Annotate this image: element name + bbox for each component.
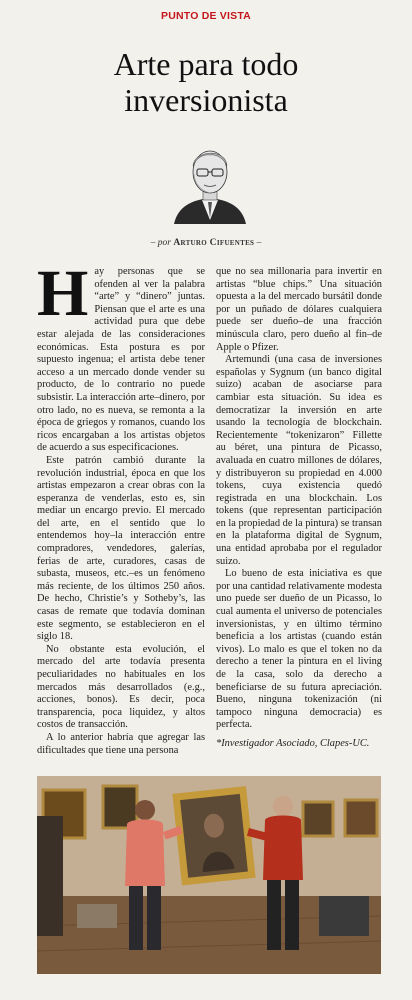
section-kicker: PUNTO DE VISTA [161, 10, 251, 22]
article-paragraph: Este patrón cambió durante la revolución industrial, época en que los artistas empezaron a crear obras con la esperanza de venderlas, esto es, sin mediar un encargo previo. El mercado del arte, en el sentido que lo entendemos hoy–la interacción entre compradores, vendedores, galerías, ferias de arte, curadores, casas de subasta, museos, etc.–es un fenómeno más reciente, de los últimos 250 años. De hecho, Christie’s y Sotheby’s, las casas de remate que todavía dominan este segmento, se establecieron en el siglo 18. [37, 454, 205, 643]
byline [0, 238, 412, 248]
byline-prefix: – por [150, 238, 174, 248]
author-portrait-illustration [170, 140, 250, 224]
article-column-right [216, 266, 382, 751]
article-paragraph: No obstante esta evolución, el mercado del arte todavía presenta peculiaridades no habituales en los mercados más desarrollados (e.g., acciones, bonos). Es decir, poca transparencia, poca liquidez, y altos costos de transacción. [37, 643, 205, 731]
headline-line-2: inversionista [124, 82, 288, 118]
byline-suffix: – [254, 238, 262, 248]
author-footnote: *Investigador Asociado, Clapes-UC. [216, 737, 370, 749]
article-paragraph: Artemundi (una casa de inversiones españolas y Sygnum (un banco digital suizo) acaban de asociarse para cambiar esta situación. Su idea es democratizar la inversión en arte usando la tecnología de blockchain. Recientemente “tokenizaron” Fillette au béret, una pintura de Picasso, avaluada en cuatro millones de dólares, y distribuyeron su propiedad en 4.000 tokens, cuya existencia quedó registrada en una blockchain. Los tokens (que representan participación en la propiedad de la pintura) se transan en la plataforma digital de Sygnum, una entidad aprobaba por el regulador suizo. [216, 354, 382, 567]
article-paragraph: A lo anterior habría que agregar las dificultades que tiene una persona [37, 731, 205, 756]
article-paragraph: que no sea millonaria para invertir en artistas “blue chips.” Una situación opuesta a la del mercado bursátil donde por un puñado de dólares cualquiera puede ser dueño–de una fracción minúscula claro, pero dueño al fin–de Apple o Pfizer. [216, 266, 382, 353]
headline [0, 46, 412, 118]
gallery-photo [37, 776, 381, 974]
article-column-left [37, 257, 205, 757]
drop-cap: H [37, 257, 89, 330]
author-name: Arturo Cifuentes [173, 238, 255, 248]
article-paragraph: Hay personas que se ofenden al ver la palabra “arte” y “dinero” juntas. Piensan que el arte es una actividad pura que debe estar alejada de las consideraciones económicas. Esta postura es por supuesto ingenua; el artista debe tener acceso a un mercado donde vender su producto, de lo contrario no puede subsistir. La interacción arte–dinero, por otro lado, no es nueva, se remonta a la época de griegos y romanos, cuando los ricos encargaban a los artistas objetos de acuerdo a sus especificaciones. [37, 257, 205, 454]
article-paragraph: Lo bueno de esta iniciativa es que por una cantidad relativamente modesta uno puede ser dueño de un Picasso, lo cual aumenta el universo de potenciales inversionistas, y en último término beneficia a los artistas (cuando están vivos). Lo malo es que el token no da derecho a tener la pintura en el living de la casa, solo da derecho a beneficiarse de su futura apreciación. Bueno, ninguna tokenización (ni tampoco ninguna democracia) es perfecta. [216, 568, 382, 731]
headline-line-1: Arte para todo [113, 46, 299, 82]
